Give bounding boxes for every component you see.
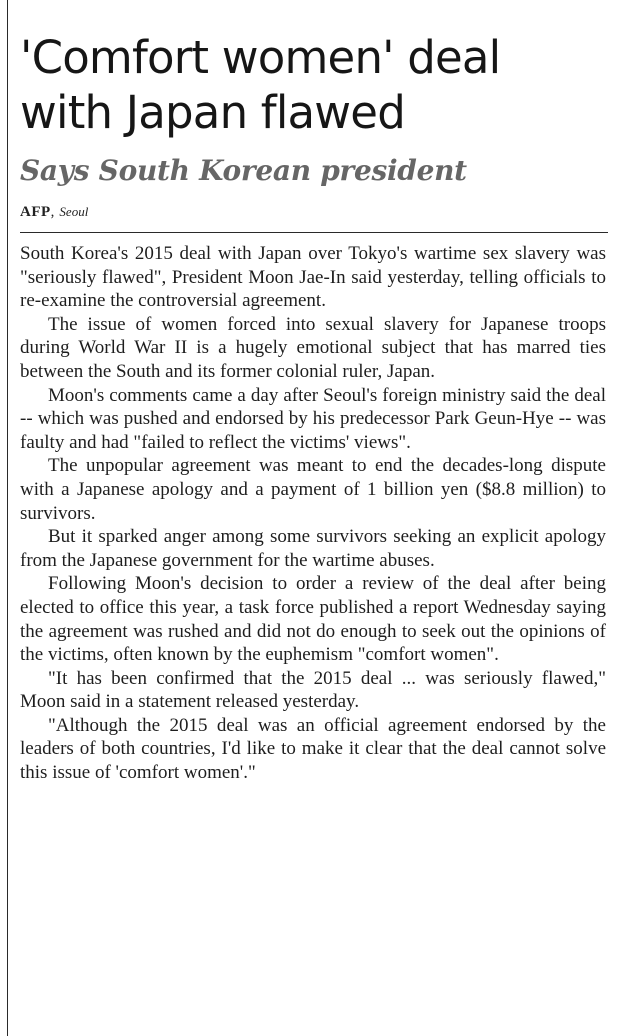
byline-separator: , (50, 204, 55, 220)
news-article (20, 0, 612, 785)
headline (20, 30, 612, 140)
paragraph: The unpopular agreement was meant to end the decades-long dispute with a Japanese apology and a payment of 1 billion yen ($8.8 million) to survivors. (20, 455, 606, 524)
headline-line-2: with Japan flawed (20, 86, 405, 139)
paragraph: Following Moon's decision to order a review of the deal after being elected to office this year, a task force published a report Wednesday saying the agreement was rushed and did not do enough to seek out the opinions of the victims, often known by the euphemism "comfort women". (20, 573, 606, 666)
column-rule (7, 0, 8, 1036)
dateline: Seoul (59, 204, 89, 219)
paragraph: "It has been confirmed that the 2015 deal ... was seriously flawed," Moon said in a statement released yesterday. (20, 667, 606, 713)
paragraph: "Although the 2015 deal was an official agreement endorsed by the leaders of both countries, I'd like to make it clear that the deal cannot solve this issue of 'comfort women'." (20, 714, 606, 784)
news-agency: AFP (20, 204, 51, 220)
headline-line-1: 'Comfort women' deal (20, 31, 501, 84)
paragraph: The issue of women forced into sexual slavery for Japanese troops during World War II is a hugely emotional subject that has marred ties between the South and its former colonial ruler, Japan. (20, 313, 606, 382)
byline-divider (20, 232, 608, 233)
paragraph: But it sparked anger among some survivors seeking an explicit apology from the Japanese government for the wartime abuses. (20, 526, 606, 571)
article-body (20, 242, 606, 785)
paragraph: South Korea's 2015 deal with Japan over Tokyo's wartime sex slavery was "seriously flawed", President Moon Jae-In said yesterday, telling officials to re-examine the controversial agreement. (20, 243, 606, 312)
paragraph: Moon's comments came a day after Seoul's foreign ministry said the deal -- which was pushed and endorsed by his predecessor Park Geun-Hye -- was faulty and had "failed to reflect the victims' views". (20, 384, 606, 453)
byline (20, 202, 612, 222)
subheadline: Says South Korean president (20, 154, 467, 187)
